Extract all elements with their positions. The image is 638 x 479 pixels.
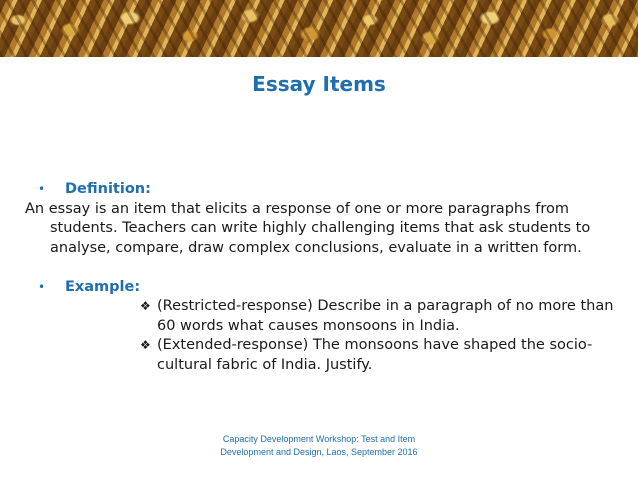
- example-text: (Extended-response) The monsoons have shaped the socio-cultural fabric of India. Justify.: [157, 337, 593, 373]
- example-heading: Example:: [65, 278, 141, 295]
- example-text: (Restricted-response) Describe in a paragraph of no more than 60 words what causes monsoons in India.: [157, 298, 614, 334]
- example-bullet: [40, 278, 620, 298]
- definition-text: An essay is an item that elicits a response of one or more paragraphs from students. Teachers can write highly challenging items that ask students to analyse, compare, draw complex conclusions, evaluate in a written form.: [25, 200, 591, 256]
- ornamental-banner: [0, 0, 638, 57]
- diamond-bullet-icon: ❖: [140, 338, 151, 352]
- example-item: [40, 297, 620, 336]
- slide-footer: Capacity Development Workshop: Test and Item Development and Design, Laos, September 2016: [220, 434, 418, 457]
- slide-title: Essay Items: [252, 72, 386, 96]
- diamond-bullet-icon: ❖: [140, 299, 151, 313]
- bullet-dot-icon: •: [38, 279, 46, 294]
- slide-body: [25, 180, 620, 375]
- definition-heading: Definition:: [65, 181, 151, 197]
- bullet-dot-icon: •: [38, 182, 46, 196]
- example-item: [40, 336, 620, 375]
- definition-bullet: [40, 180, 620, 200]
